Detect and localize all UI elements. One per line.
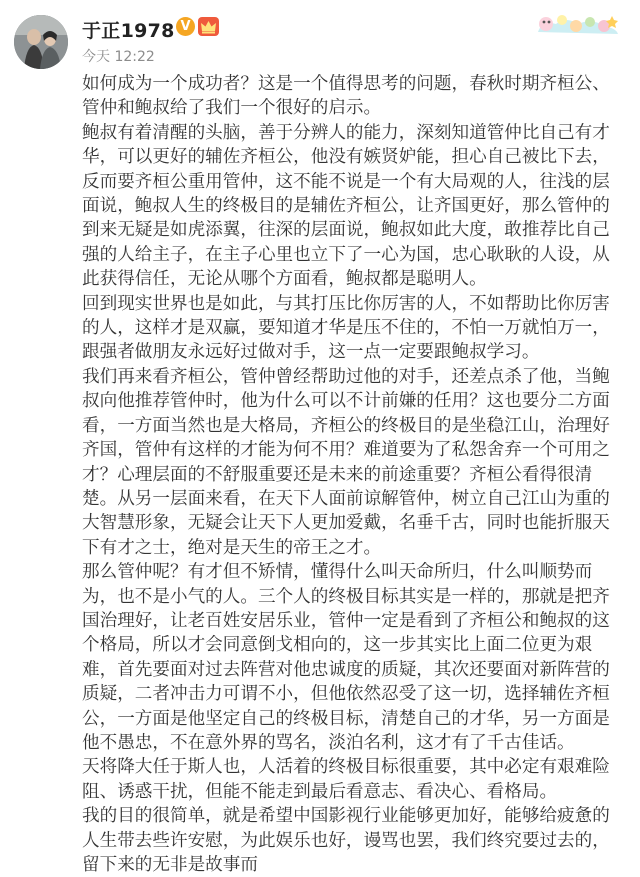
- post-paragraph: 鲍叔有着清醒的头脑，善于分辨人的能力，深刻知道管仲比自己有才华，可以更好的辅佐齐桓公，他没有嫉贤妒能，担心自己被比下去，反而要齐桓公重用管仲，这不能不说是一个有大局观的人，往浅的层面说，鲍叔人生的终极目的是辅佐齐桓公，让齐国更好，那么管仲的到来无疑是如虎添翼，往深的层面说，鲍叔如此大度，敢推荐比自己强的人给主子，在主子心里也立下了一心为国，忠心耿耿的人设，从此获得信任，无论从哪个方面看，鲍叔都是聪明人。: [82, 122, 610, 290]
- post-header: [0, 0, 640, 70]
- author-name[interactable]: 于正1978: [82, 20, 175, 42]
- post-paragraph: 那么管仲呢？有才但不矫情，懂得什么叫天命所归，什么叫顺势而为，也不是小气的人。三个人的终极目标其实是一样的，那就是把齐国治理好，让老百姓安居乐业，管仲一定是看到了齐桓公和鲍叔的这个格局，所以才会同意倒戈相向的，这一步其实比上面二位更为艰难，首先要面对过去阵营对他忠诚度的质疑，其次还要面对新阵营的质疑，二者冲击力可谓不小，但他依然忍受了这一切，选择辅佐齐桓公，一方面是他坚定自己的终极目标，清楚自己的才华，另一方面是他不愚忠，不在意外界的骂名，淡泊名利，这才有了千古佳话。: [82, 562, 610, 753]
- post-paragraph: 我们再来看齐桓公，管仲曾经帮助过他的对手，还差点杀了他，当鲍叔向他推荐管仲时，他为什么可以不计前嫌的任用？这也要分二方面看，一方面当然也是大格局，齐桓公的终极目的是坐稳江山，治理好齐国，管仲有这样的才能为何不用？难道要为了私怨舍弃一个可用之才？心理层面的不舒服重要还是未来的前途重要？齐桓公看得很清楚。从另一层面来看，在天下人面前谅解管仲，树立自己江山为重的大智慧形象，无疑会让天下人更加爱戴，名垂千古，同时也能折服天下有才之士，绝对是天生的帝王之才。: [82, 366, 610, 558]
- post-paragraph: 如何成为一个成功者？这是一个值得思考的问题，春秋时期齐桓公、管仲和鲍叔给了我们一个很好的启示。: [82, 74, 610, 119]
- post-paragraph: 我的目的很简单，就是希望中国影视行业能够更加好，能够给疲惫的人生带去些许安慰，为此娱乐也好，谩骂也罢，我们终究要过去的，留下来的无非是故事而: [82, 806, 610, 875]
- post-body: [82, 72, 626, 877]
- verified-badge-icon: V: [176, 17, 195, 36]
- post-timestamp: 今天 12:22: [82, 49, 155, 65]
- crown-badge-icon: [198, 17, 219, 36]
- decorative-card-icon: [532, 6, 622, 40]
- author-badges: [176, 17, 219, 36]
- avatar[interactable]: [14, 15, 68, 69]
- post-paragraph: 天将降大任于斯人也，人活着的终极目标很重要，其中必定有艰难险阻、诱惑干扰，但能不能走到最后看意志、看决心、看格局。: [82, 757, 610, 802]
- post-paragraph: 回到现实世界也是如此，与其打压比你厉害的人，不如帮助比你厉害的人，这样才是双赢，要知道才华是压不住的，不怕一万就怕万一，跟强者做朋友永远好过做对手，这一点一定要跟鲍叔学习。: [82, 293, 610, 363]
- avatar-photo-icon: [14, 15, 68, 69]
